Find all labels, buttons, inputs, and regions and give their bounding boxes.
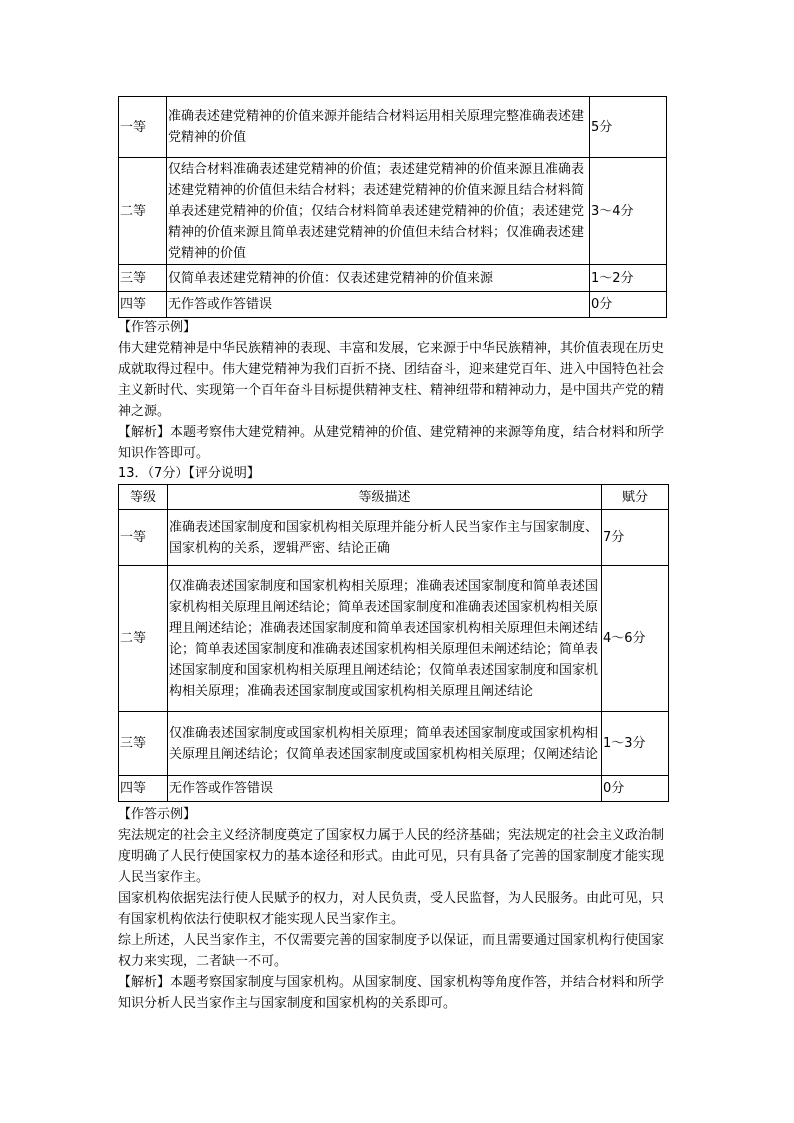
table-row <box>119 776 669 802</box>
table-row <box>119 566 669 712</box>
table-row <box>119 712 669 776</box>
example-text: 伟大建党精神是中华民族精神的表现、丰富和发展，它来源于中华民族精神，其价值表现在历史成就取得过程中。伟大建党精神为我们百折不挠、团结奋斗，迎来建党百年、进入中国特色社会主义新时代、实现第一个百年奋斗目标提供精神支柱、精神纽带和精神动力，是中国共产党的精神之源。 <box>118 341 665 419</box>
grading-table-q12 <box>118 96 667 318</box>
question-13-heading: 13．（7分）【评分说明】 <box>118 466 260 481</box>
table-header-row <box>119 485 669 510</box>
analysis-text: 本题考察伟大建党精神。从建党精神的价值、建党精神的来源等角度，结合材料和所学知识作答即可。 <box>118 425 665 461</box>
example-paragraph: 综上所述，人民当家作主，不仅需要完善的国家制度予以保证，而且需要通过国家机构行使国家权力来实现，二者缺一不可。 <box>118 933 665 969</box>
description-cell: 仅准确表述国家制度或国家机构相关原理；简单表述国家制度或国家机构相关原理且阐述结论；仅简单表述国家制度或国家机构相关原理；仅阐述结论 <box>168 712 602 776</box>
grade-cell: 二等 <box>119 566 168 712</box>
description-cell: 仅结合材料准确表述建党精神的价值；表述建党精神的价值来源且准确表述建党精神的价值但未结合材料；表述建党精神的价值来源且结合材料简单表述建党精神的价值；仅结合材料简单表述建党精神的价值；表述建党精神的价值来源且简单表述建党精神的价值但未结合材料；仅准确表述建党精神的价值 <box>167 158 590 265</box>
score-cell: 0分 <box>590 292 667 318</box>
description-cell: 准确表述建党精神的价值来源并能结合材料运用相关原理完整准确表述建党精神的价值 <box>167 97 590 158</box>
example-heading: 【作答示例】 <box>118 320 197 335</box>
grade-cell: 二等 <box>119 158 167 265</box>
analysis-paragraph <box>118 422 670 464</box>
table-row <box>119 158 667 265</box>
description-cell: 仅准确表述国家制度和国家机构相关原理；准确表述国家制度和简单表述国家机构相关原理且阐述结论；简单表述国家制度和准确表述国家机构相关原理且阐述结论；准确表述国家制度和简单表述国家机构相关原理但未阐述结论；简单表述国家制度和准确表述国家机构相关原理但未阐述结论；简单表述国家制度和国家机构相关原理且阐述结论；仅简单表述国家制度和国家机构相关原理；准确表述国家制度或国家机构相关原理且阐述结论 <box>168 566 602 712</box>
column-header: 等级 <box>119 485 168 510</box>
table-row <box>119 510 669 566</box>
example-paragraph: 宪法规定的社会主义经济制度奠定了国家权力属于人民的经济基础；宪法规定的社会主义政治制度明确了人民行使国家权力的基本途径和形式。由此可见，只有具备了完善的国家制度才能实现人民当家作主。 <box>118 828 665 885</box>
score-cell: 5分 <box>590 97 667 158</box>
analysis-text: 本题考察国家制度与国家机构。从国家制度、国家机构等角度作答，并结合材料和所学知识分析人民当家作主与国家制度和国家机构的关系即可。 <box>118 975 665 1011</box>
grade-cell: 三等 <box>119 712 168 776</box>
score-cell: 4～6分 <box>602 566 669 712</box>
score-cell: 7分 <box>602 510 669 566</box>
score-cell: 0分 <box>602 776 669 802</box>
score-cell: 1～3分 <box>602 712 669 776</box>
analysis-label: 【解析】 <box>118 425 171 440</box>
description-cell: 准确表述国家制度和国家机构相关原理并能分析人民当家作主与国家制度、国家机构的关系，逻辑严密、结论正确 <box>168 510 602 566</box>
score-cell: 1～2分 <box>590 265 667 292</box>
grade-cell: 一等 <box>119 510 168 566</box>
description-cell: 仅简单表述建党精神的价值：仅表述建党精神的价值来源 <box>167 265 590 292</box>
column-header: 等级描述 <box>168 485 602 510</box>
analysis-label: 【解析】 <box>118 975 171 990</box>
description-cell: 无作答或作答错误 <box>168 776 602 802</box>
table-row <box>119 97 667 158</box>
table-row <box>119 265 667 292</box>
score-cell: 3～4分 <box>590 158 667 265</box>
table-row <box>119 292 667 318</box>
grade-cell: 一等 <box>119 97 167 158</box>
grade-cell: 三等 <box>119 265 167 292</box>
analysis-paragraph <box>118 972 670 1014</box>
column-header: 赋分 <box>602 485 669 510</box>
example-paragraph: 国家机构依据宪法行使人民赋予的权力，对人民负责，受人民监督，为人民服务。由此可见，只有国家机构依法行使职权才能实现人民当家作主。 <box>118 891 665 927</box>
grade-cell: 四等 <box>119 292 167 318</box>
example-heading: 【作答示例】 <box>118 807 197 822</box>
description-cell: 无作答或作答错误 <box>167 292 590 318</box>
grading-table-q13 <box>118 484 669 802</box>
grade-cell: 四等 <box>119 776 168 802</box>
